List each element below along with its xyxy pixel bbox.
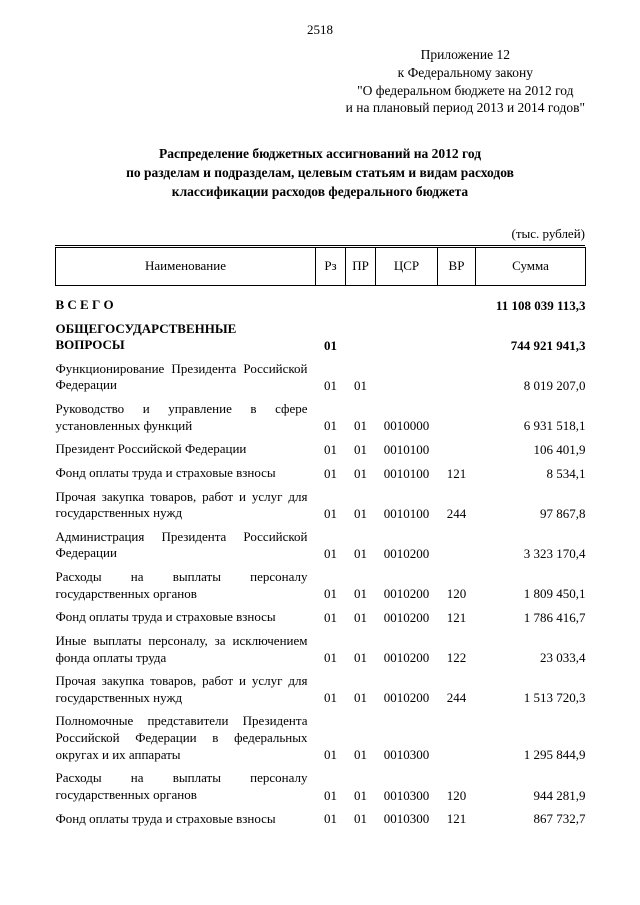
cell-rz: 01 (324, 546, 337, 562)
cell-rz: 01 (324, 747, 337, 763)
cell-pr: 01 (354, 465, 367, 481)
cell-csr: 0010200 (383, 586, 430, 602)
cell-pr: 01 (354, 650, 367, 666)
table-row (56, 604, 586, 628)
header-vr: ВР (438, 247, 476, 285)
cell-pr: 01 (354, 747, 367, 763)
cell-name: ОБЩЕГОСУДАРСТВЕННЫЕ ВОПРОСЫ (55, 320, 237, 353)
cell-name: Фонд оплаты труда и страховые взносы (55, 609, 276, 625)
cell-csr: 0010300 (383, 811, 430, 827)
cell-vr (438, 708, 476, 765)
cell-name: Иные выплаты персоналу, за исключением фонда оплаты труда (55, 632, 308, 665)
table-row (56, 806, 586, 830)
table-row (56, 436, 586, 460)
cell-csr: 0010200 (383, 650, 430, 666)
cell-pr: 01 (354, 586, 367, 602)
cell-rz: 01 (324, 378, 337, 394)
cell-csr: 0010200 (383, 690, 430, 706)
cell-csr: 0010300 (383, 787, 430, 803)
title-line: Распределение бюджетных ассигнований на 2012 год (158, 146, 482, 162)
cell-name: Функционирование Президента Российской Федерации (55, 360, 308, 393)
table-header (56, 247, 586, 285)
cell-csr: 0010300 (383, 747, 430, 763)
cell-sum: 1 295 844,9 (523, 747, 586, 763)
cell-vr: 121 (446, 465, 467, 481)
cell-pr: 01 (354, 546, 367, 562)
cell-vr (438, 396, 476, 436)
cell-sum: 8 019 207,0 (523, 378, 586, 394)
cell-pr: 01 (354, 505, 367, 521)
cell-vr: 120 (446, 787, 467, 803)
cell-pr (346, 316, 376, 356)
cell-vr: 120 (446, 586, 467, 602)
cell-rz: 01 (324, 465, 337, 481)
cell-rz: 01 (324, 586, 337, 602)
cell-name: Расходы на выплаты персоналу государственных органов (55, 569, 308, 601)
cell-rz: 01 (324, 441, 337, 457)
table-row (56, 356, 586, 396)
appendix-header (346, 46, 585, 117)
cell-name: Фонд оплаты труда и страховые взносы (55, 464, 276, 480)
cell-sum: 867 732,7 (533, 811, 586, 827)
cell-rz: 01 (324, 650, 337, 666)
cell-sum: 3 323 170,4 (523, 546, 586, 562)
cell-csr: 0010100 (383, 505, 430, 521)
table-row (56, 460, 586, 484)
cell-pr: 01 (354, 609, 367, 625)
title-line: классификации расходов федерального бюджета (171, 184, 469, 200)
header-pr: ПР (346, 247, 376, 285)
cell-csr: 0010200 (383, 609, 430, 625)
cell-pr: 01 (354, 787, 367, 803)
cell-name: В С Е Г О (55, 296, 114, 312)
cell-pr: 01 (354, 690, 367, 706)
cell-vr (438, 285, 476, 315)
table-row (56, 316, 586, 356)
cell-csr: 0010200 (383, 546, 430, 562)
appendix-line: "О федеральном бюджете на 2012 год (357, 82, 574, 98)
table-row (56, 564, 586, 604)
units-note: (тыс. рублей) (511, 225, 585, 241)
cell-rz: 01 (324, 505, 337, 521)
cell-vr: 244 (446, 690, 467, 706)
cell-vr (438, 436, 476, 460)
cell-vr: 121 (446, 811, 467, 827)
table-row (56, 396, 586, 436)
header-csr: ЦСР (376, 247, 438, 285)
page-number: 2518 (307, 22, 333, 37)
cell-sum: 8 534,1 (546, 465, 586, 481)
cell-rz: 01 (324, 418, 337, 434)
cell-vr (438, 524, 476, 564)
cell-csr: 0010100 (383, 465, 430, 481)
cell-rz (316, 285, 346, 315)
cell-name: Администрация Президента Российской Федерации (55, 528, 308, 561)
cell-vr: 121 (446, 609, 467, 625)
cell-sum: 744 921 941,3 (510, 337, 586, 353)
table-row (56, 628, 586, 668)
cell-pr: 01 (354, 378, 367, 394)
cell-csr (376, 356, 438, 396)
cell-sum: 23 033,4 (540, 650, 586, 666)
appendix-line: к Федеральному закону (397, 64, 533, 80)
cell-sum: 1 809 450,1 (523, 586, 586, 602)
table-body (56, 285, 586, 829)
cell-vr (438, 316, 476, 356)
cell-sum: 106 401,9 (533, 441, 586, 457)
budget-table (55, 247, 586, 829)
cell-rz: 01 (324, 337, 337, 353)
cell-name: Расходы на выплаты персоналу государственных органов (55, 770, 308, 802)
table-row (56, 765, 586, 805)
cell-csr: 0010000 (383, 418, 430, 434)
cell-rz: 01 (324, 690, 337, 706)
table-row (56, 524, 586, 564)
header-rz: Рз (316, 247, 346, 285)
table-row (56, 484, 586, 524)
cell-csr (376, 316, 438, 356)
cell-vr: 122 (446, 650, 467, 666)
cell-name: Президент Российской Федерации (55, 441, 247, 457)
table-header-row (56, 247, 586, 285)
cell-name: Прочая закупка товаров, работ и услуг для государственных нужд (55, 488, 308, 521)
title-line: по разделам и подразделам, целевым статьям и видам расходов (126, 165, 514, 181)
cell-pr: 01 (354, 811, 367, 827)
cell-sum: 1 786 416,7 (523, 609, 586, 625)
cell-csr (376, 285, 438, 315)
cell-rz: 01 (324, 609, 337, 625)
cell-sum: 944 281,9 (533, 787, 586, 803)
cell-pr: 01 (354, 441, 367, 457)
cell-sum: 11 108 039 113,3 (495, 297, 586, 313)
cell-name: Фонд оплаты труда и страховые взносы (55, 810, 276, 826)
cell-vr (438, 356, 476, 396)
cell-name: Прочая закупка товаров, работ и услуг для государственных нужд (55, 673, 308, 705)
cell-name: Руководство и управление в сфере установленных функций (55, 401, 308, 433)
cell-sum: 6 931 518,1 (523, 418, 586, 434)
header-name: Наименование (56, 247, 316, 285)
cell-sum: 1 513 720,3 (523, 690, 586, 706)
table-row (56, 708, 586, 765)
header-sum: Сумма (476, 247, 586, 285)
table-row (56, 285, 586, 315)
cell-csr: 0010100 (383, 441, 430, 457)
cell-name: Полномочные представители Президента Российской Федерации в федеральных округах и их аппараты (55, 713, 308, 762)
cell-vr: 244 (446, 505, 467, 521)
cell-pr: 01 (354, 418, 367, 434)
table-row (56, 668, 586, 708)
appendix-line: и на плановый период 2013 и 2014 годов" (345, 100, 585, 116)
cell-pr (346, 285, 376, 315)
cell-sum: 97 867,8 (540, 505, 586, 521)
document-title (55, 145, 585, 202)
appendix-line: Приложение 12 (420, 47, 510, 62)
cell-rz: 01 (324, 787, 337, 803)
cell-rz: 01 (324, 811, 337, 827)
